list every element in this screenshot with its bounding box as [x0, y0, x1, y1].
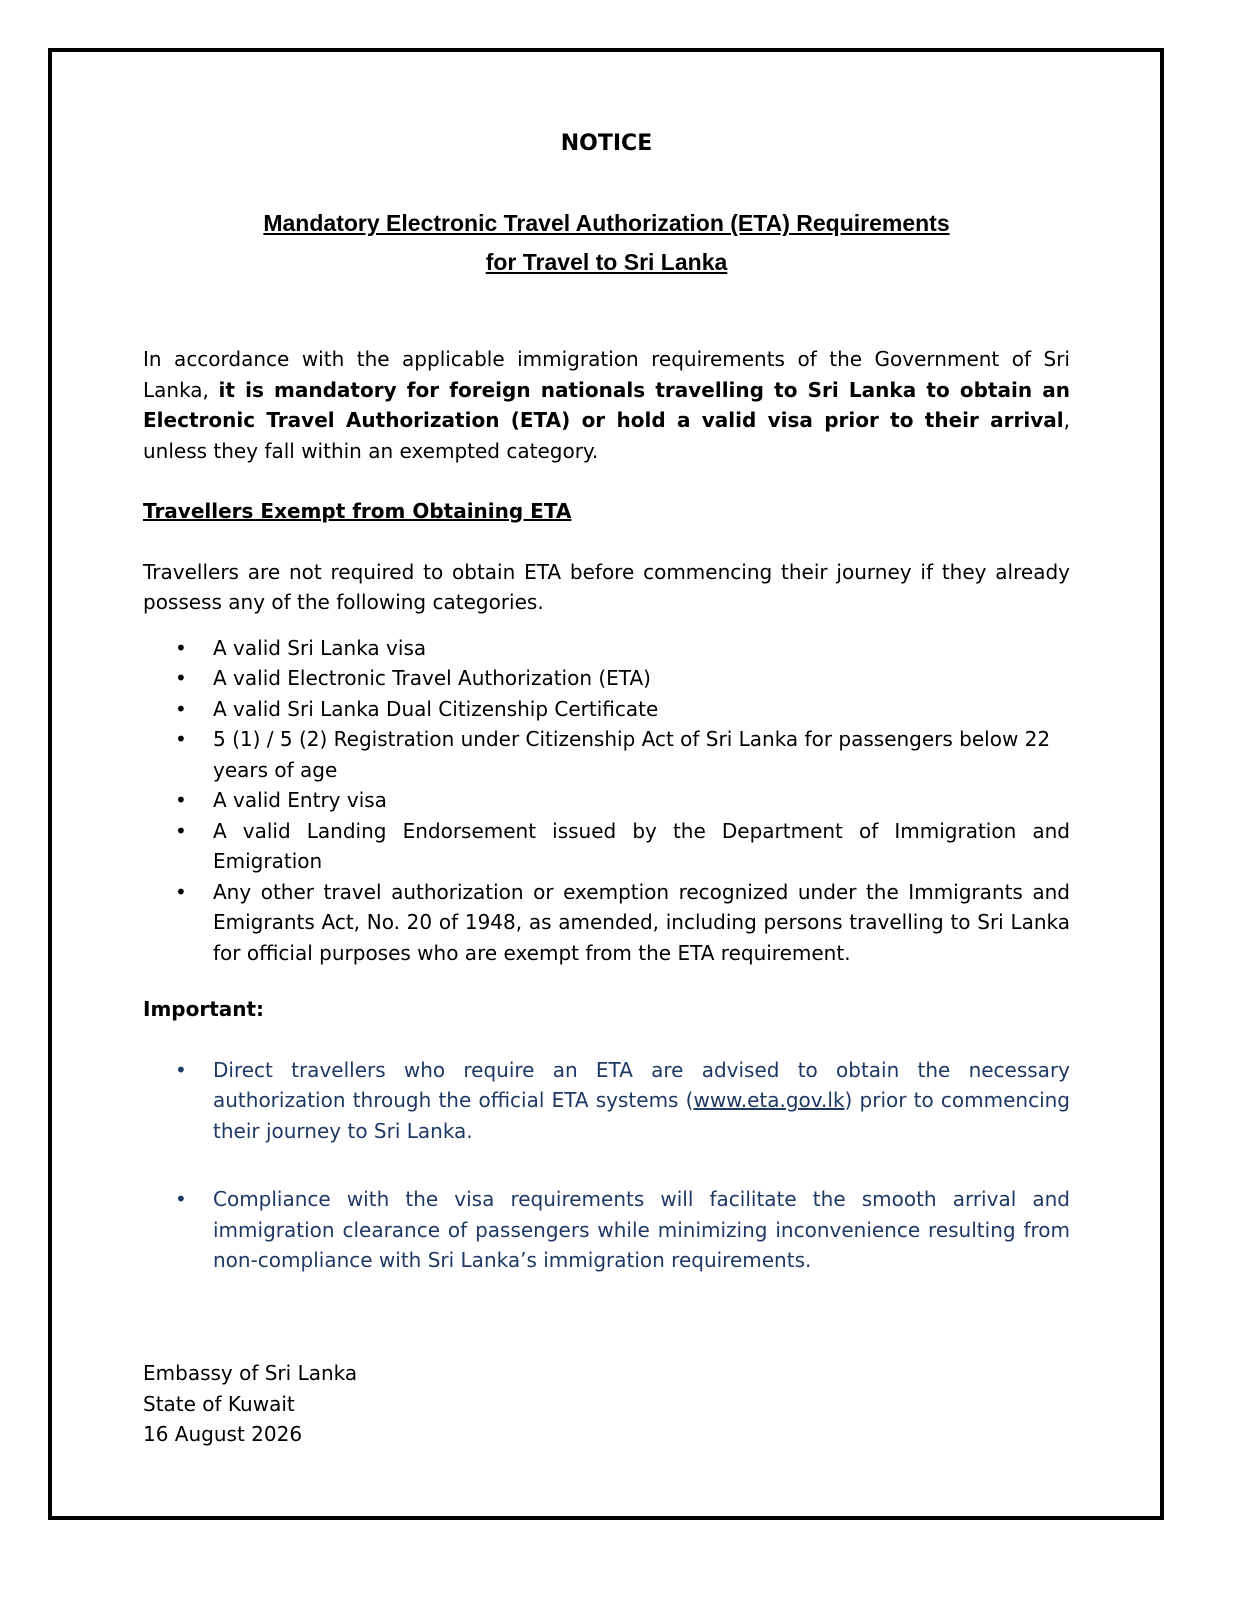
signature-state: State of Kuwait: [143, 1391, 295, 1416]
list-item: [143, 816, 1070, 877]
list-item-text: A valid Entry visa: [213, 788, 387, 812]
list-item-text: A valid Sri Lanka Dual Citizenship Certificate: [213, 696, 659, 721]
list-item-text: A valid Sri Lanka visa: [213, 635, 427, 660]
list-item: [143, 877, 1070, 969]
title-line-2: for Travel to Sri Lanka: [485, 249, 728, 275]
list-item: [143, 1055, 1070, 1147]
bullet-icon: •: [175, 666, 187, 690]
list-item: [143, 633, 1070, 664]
exempt-lead: Travellers are not required to obtain ETA before commencing their journey if they already possess any of the following categories.: [143, 559, 1070, 614]
list-item-text: 5 (1) / 5 (2) Registration under Citizenship Act of Sri Lanka for passengers below 22 years of age: [213, 727, 1051, 782]
bullet-icon: •: [175, 727, 187, 751]
intro-bold-text: it is mandatory for foreign nationals travelling to Sri Lanka to obtain an Electronic Travel Authorization (ETA) or hold a valid visa prior to their arrival: [143, 377, 1070, 432]
bullet-icon: •: [175, 818, 187, 843]
exempt-list: [143, 633, 1070, 969]
exempt-heading: Travellers Exempt from Obtaining ETA: [143, 499, 572, 523]
bullet-icon: •: [175, 696, 187, 721]
important-list: [143, 1055, 1070, 1276]
bullet-icon: •: [175, 1057, 187, 1082]
list-item-text: A valid Electronic Travel Authorization (ETA): [213, 666, 651, 690]
list-item: [143, 724, 1070, 785]
document-title: [143, 204, 1070, 282]
bullet-icon: •: [175, 1187, 187, 1211]
important-heading: Important:: [143, 997, 265, 1021]
intro-paragraph: [143, 344, 1070, 466]
eta-website-link[interactable]: www.eta.gov.lk: [693, 1088, 845, 1112]
list-item-text: A valid Landing Endorsement issued by the Department of Immigration and Emigration: [213, 818, 1070, 873]
list-item: [143, 663, 1070, 694]
important-text-2: Compliance with the visa requirements will facilitate the smooth arrival and immigration clearance of passengers while minimizing inconvenience resulting from non-compliance with Sri Lanka’s immigration requirements.: [213, 1187, 1070, 1272]
list-item-text: Any other travel authorization or exemption recognized under the Immigrants and Emigrants Act, No. 20 of 1948, as amended, including persons travelling to Sri Lanka for official purposes who are exempt from the ETA requirement.: [213, 879, 1070, 965]
list-item: [143, 694, 1070, 725]
title-line-1: Mandatory Electronic Travel Authorization (ETA) Requirements: [263, 210, 950, 236]
list-item: [143, 785, 1070, 816]
bullet-icon: •: [175, 635, 187, 660]
notice-label: NOTICE: [560, 131, 653, 156]
signature-embassy: Embassy of Sri Lanka: [143, 1361, 358, 1385]
list-item: [143, 1184, 1070, 1276]
signature-block: [143, 1358, 357, 1450]
signature-date: 16 August 2026: [143, 1422, 303, 1446]
bullet-icon: •: [175, 788, 187, 812]
bullet-icon: •: [175, 879, 187, 904]
intro-text-2: , unless they fall within an exempted category.: [143, 408, 1070, 463]
intro-text-1: In accordance with the applicable immigration requirements of the Government of Sri Lanka,: [143, 347, 1070, 402]
notice-body: [143, 128, 1070, 1276]
important-text-1b: ) prior to commencing their journey to Sri Lanka.: [213, 1088, 1070, 1143]
important-text-1a: Direct travellers who require an ETA are advised to obtain the necessary authorization through the official ETA systems (: [213, 1057, 1070, 1112]
